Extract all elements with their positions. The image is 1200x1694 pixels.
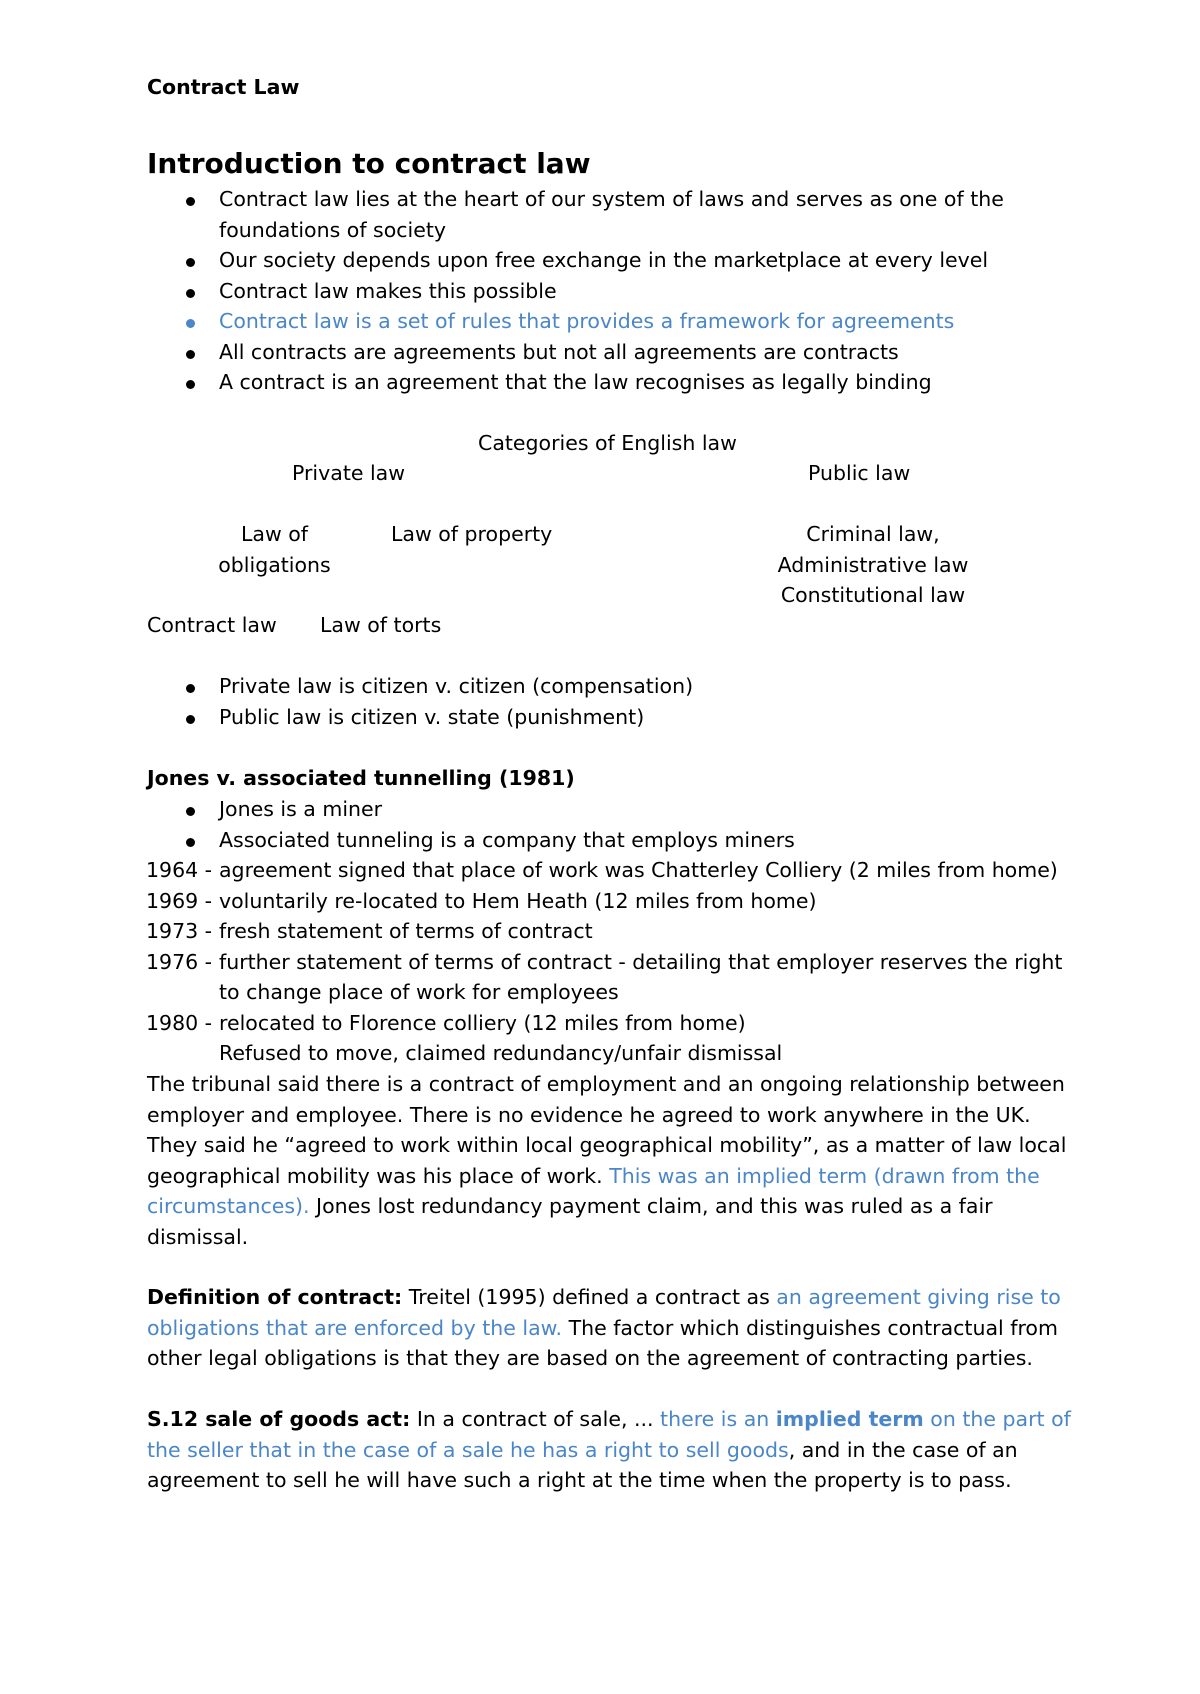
bullet-icon <box>186 319 195 328</box>
bullet-icon <box>186 258 195 267</box>
intro-bullet-list <box>147 184 1067 398</box>
bullet-icon <box>186 350 195 359</box>
sale-of-goods-paragraph: S.12 sale of goods act: In a contract of sale, ... there is an implied term on the part of the seller that in the case of a sale he has a right to sell goods, and in the case of an agreement to sell he will have such a right at the time when the property is to pass. <box>147 1407 1071 1492</box>
law-type-bullet-list <box>147 671 1067 732</box>
intro-heading: Introduction to contract law <box>147 147 591 180</box>
definition-label: Definition of contract <box>147 1285 395 1309</box>
timeline-entry: 1964 - agreement signed that place of work was Chatterley Colliery (2 miles from home) <box>146 858 1058 882</box>
law-of-obligations-label: Law of obligations <box>218 522 331 577</box>
public-law-label: Public law <box>808 461 911 485</box>
bullet-icon <box>186 684 195 693</box>
law-of-property-label: Law of property <box>391 522 553 546</box>
bullet-icon <box>186 838 195 847</box>
law-of-torts-label: Law of torts <box>320 613 442 637</box>
bullet-icon <box>186 289 195 298</box>
sale-of-goods-label: S.12 sale of goods act <box>147 1407 403 1431</box>
list-item: Contract law lies at the heart of our system of laws and serves as one of the foundations of society <box>147 184 1067 245</box>
private-law-label: Private law <box>292 461 406 485</box>
refused-note: Refused to move, claimed redundancy/unfair dismissal <box>219 1041 783 1065</box>
contract-law-label: Contract law <box>147 613 277 637</box>
document-title: Contract Law <box>147 75 300 99</box>
bullet-icon <box>186 715 195 724</box>
list-item: Contract law makes this possible <box>147 276 1067 307</box>
case-heading: Jones v. associated tunnelling (1981) <box>147 766 575 790</box>
definition-paragraph: Definition of contract: Treitel (1995) defined a contract as an agreement giving rise to obligations that are enforced by the law. The factor which distinguishes contractual from other legal obligations is that they are based on the agreement of contracting parties. <box>147 1285 1061 1370</box>
list-item: All contracts are agreements but not all agreements are contracts <box>147 337 1067 368</box>
list-item: Associated tunneling is a company that employs miners <box>147 825 1067 856</box>
administrative-law-label: Administrative law <box>777 552 969 577</box>
bullet-icon <box>186 197 195 206</box>
bullet-icon <box>186 807 195 816</box>
categories-title: Categories of English law <box>478 431 737 455</box>
timeline-entry: 1976 - further statement of terms of contract - detailing that employer reserves the right to change place of work for employees <box>146 949 1063 1004</box>
timeline-entry: 1969 - voluntarily re-located to Hem Heath (12 miles from home) <box>146 888 817 913</box>
list-item: A contract is an agreement that the law recognises as legally binding <box>147 367 1067 398</box>
tribunal-paragraph: The tribunal said there is a contract of employment and an ongoing relationship between employer and employee. There is no evidence he agreed to work anywhere in the UK. They said he “agreed to work within local geographical mobility”, as a matter of law local geographical mobility was his place of work. This was an implied term (drawn from the circumstances). Jones lost redundancy payment claim, and this was ruled as a fair dismissal. <box>147 1072 1067 1249</box>
criminal-law-label: Criminal law, <box>806 522 940 546</box>
case-timeline <box>146 855 1076 1069</box>
list-item: Public law is citizen v. state (punishment) <box>147 702 1067 733</box>
implied-term-bold: implied term <box>775 1407 924 1431</box>
bullet-icon <box>186 380 195 389</box>
list-item: Our society depends upon free exchange in the marketplace at every level <box>147 245 1067 276</box>
implied-term-highlight: This was an implied term (drawn from the circumstances). <box>147 1163 1040 1218</box>
list-item: Private law is citizen v. citizen (compensation) <box>147 671 1067 702</box>
timeline-entry: 1980 - relocated to Florence colliery (12 miles from home) <box>146 1010 746 1035</box>
list-item-highlighted: Contract law is a set of rules that provides a framework for agreements <box>147 306 1067 337</box>
constitutional-law-label: Constitutional law <box>780 583 966 607</box>
timeline-entry: 1973 - fresh statement of terms of contract <box>146 919 593 943</box>
case-bullet-list <box>147 794 1067 855</box>
list-item: Jones is a miner <box>147 794 1067 825</box>
definition-highlight: an agreement giving rise to obligations that are enforced by the law. <box>147 1285 1061 1340</box>
